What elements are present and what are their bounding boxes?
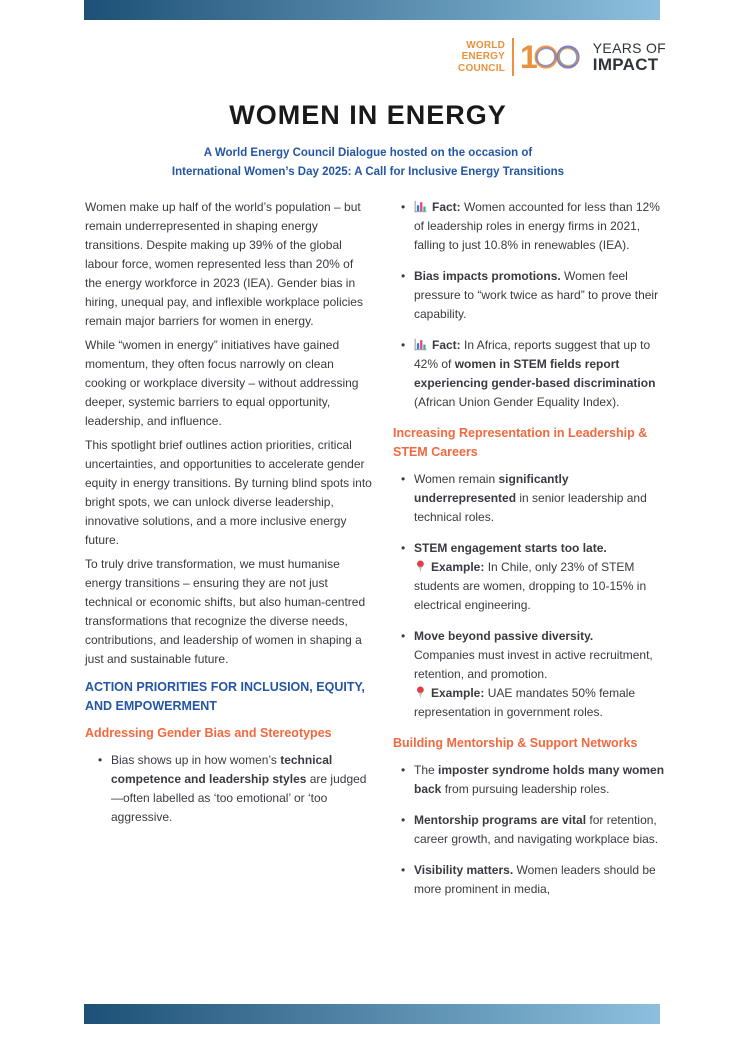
bold-text: Mentorship programs are vital [414,813,587,827]
bullet-marker: • [401,763,406,777]
text: UAE mandates 50% female representation in government roles. [414,686,636,719]
wec-org-line: COUNCIL [458,62,505,74]
text: In Chile, only 23% of STEM students are women, dropping to 10-15% in electrical engineering. [414,560,647,612]
footer-gradient-bar [84,1004,660,1024]
text: To truly drive transformation, we must humanise energy transitions – ensuring they are not just technical or economic shifts, but also human-centred transformations that recognize the diverse needs, contributions, and leadership of women in shaping a just and sustainable future. [85,557,366,666]
bold-text: Move beyond passive diversity. [414,629,594,643]
bullet-content [414,761,668,799]
bullet-line [414,861,668,899]
infinity-icon [533,41,581,73]
paragraph [85,336,373,431]
section-heading-blue: ACTION PRIORITIES FOR INCLUSION, EQUITY, AND EMPOWERMENT [85,680,365,713]
bullet-item [393,811,668,849]
text: Women feel pressure to “work twice as hard” to prove their capability. [414,269,659,321]
bullet-content [414,811,668,849]
subtitle-line: International Women’s Day 2025: A Call for Inclusive Energy Transitions [171,166,565,178]
subtitle-line: A World Energy Council Dialogue hosted on the occasion of [203,147,533,159]
bullet-item [85,751,373,827]
bullet-content [414,627,668,722]
bold-text: technical competence and leadership styles [111,753,333,786]
bullet-marker: • [401,269,406,283]
bullet-line [414,267,668,324]
bullet-line [414,811,668,849]
wec-org-line: WORLD [466,39,505,51]
text: The [414,763,439,777]
text: for retention, career growth, and navigating workplace bias. [414,813,659,846]
bullet-content [414,198,668,255]
subtitle [0,144,736,182]
bullet-line [111,751,373,827]
bullet-item [393,198,668,255]
text: Women leaders should be more prominent in media, [414,863,656,896]
left-column [85,198,373,911]
text: Companies must invest in active recruitment, retention, and promotion. [414,648,653,681]
bullet-marker: • [98,753,103,767]
bar-chart-icon [414,338,427,351]
bullet-content [414,336,668,412]
right-column [393,198,668,911]
bold-text: Bias impacts promotions. [414,269,561,283]
bold-text: Fact: [432,338,461,352]
bold-text: women in STEM fields report experiencing gender-based discrimination [414,357,656,390]
bullet-content [414,267,668,324]
header-gradient-bar [84,0,660,20]
bullet-line [414,539,668,558]
bullet-line [414,558,668,615]
subsection-heading-orange: Addressing Gender Bias and Stereotypes [85,726,332,740]
bullet-marker: • [401,472,406,486]
page-title: WOMEN IN ENERGY [229,100,507,130]
paragraph [85,436,373,550]
text: In Africa, reports suggest that up to 42% of [414,338,651,371]
bullet-line [414,470,668,527]
bullet-line [414,761,668,799]
bold-text: Visibility matters. [414,863,514,877]
bullet-marker: • [401,338,406,352]
bullet-marker: • [401,629,406,643]
text: (African Union Gender Equality Index). [414,395,620,409]
text: Bias shows up in how women’s [111,753,281,767]
tagline-line: YEARS OF [592,39,666,56]
bullet-line [414,684,668,722]
text: While “women in energy” initiatives have gained momentum, they often focus narrowly on clean cooking or workplace diversity – without addressing deeper, systemic barriers to equal opportunity, leadership, and influence. [85,338,359,428]
text: Women remain [414,472,499,486]
world-energy-council-logo [438,32,666,82]
bullet-line [414,336,668,412]
paragraph [85,198,373,331]
bold-text: imposter syndrome holds many women back [414,763,665,796]
bullet-item [393,861,668,899]
subsection-heading-orange: Increasing Representation in Leadership & STEM Careers [393,426,648,459]
text: Women make up half of the world’s population – but remain underrepresented in shaping energy transitions. Despite making up 39% of the global labour force, women represented less than 20% of the energy workforce in 2023 (IEA). Gender bias in hiring, unequal pay, and inflexible workplace policies remain major barriers for women in energy. [85,200,363,328]
bullet-item [393,761,668,799]
bullet-content [414,539,668,615]
bold-text: Example: [431,686,485,700]
bullet-content [414,861,668,899]
bullet-line [414,198,668,255]
bold-text: Fact: [432,200,461,214]
wec-org-line: ENERGY [461,51,505,63]
paragraph [85,555,373,669]
bullet-content [111,751,373,827]
bullet-item [393,336,668,412]
bold-text: significantly underrepresented [414,472,569,505]
bar-chart-icon [414,200,427,213]
bullet-item [393,539,668,615]
bullet-item [393,470,668,527]
text: in senior leadership and technical roles. [414,491,647,524]
logo-digit-one: 1 [520,39,538,75]
years-of-impact-text [593,41,666,74]
bullet-marker: • [401,541,406,555]
bullet-content [414,470,668,527]
pushpin-icon [414,560,426,573]
bullet-marker: • [401,813,406,827]
subsection-heading-orange: Building Mentorship & Support Networks [393,736,638,750]
bullet-line [414,646,668,684]
centenary-100-mark [520,41,586,73]
text: Women accounted for less than 12% of leadership roles in energy firms in 2021, falling to just 10.8% in renewables (IEA). [414,200,660,252]
tagline-line: IMPACT [592,54,659,74]
text: are judged—often labelled as ‘too emotional’ or ‘too aggressive. [111,772,367,824]
bullet-line [414,627,668,646]
wec-org-name [458,40,505,75]
bold-text: STEM engagement starts too late. [414,541,607,555]
text: This spotlight brief outlines action priorities, critical uncertainties, and opportunities to accelerate gender equity in energy transitions. By turning blind spots into bright spots, we can unlock diverse leadership, innovative solutions, and a more inclusive energy future. [85,438,372,547]
logo-divider [512,38,514,76]
bullet-marker: • [401,863,406,877]
bold-text: Example: [431,560,485,574]
bullet-item [393,627,668,722]
pushpin-icon [414,686,426,699]
two-column-body [85,198,668,911]
text: from pursuing leadership roles. [441,782,610,796]
bullet-marker: • [401,200,406,214]
bullet-item [393,267,668,324]
